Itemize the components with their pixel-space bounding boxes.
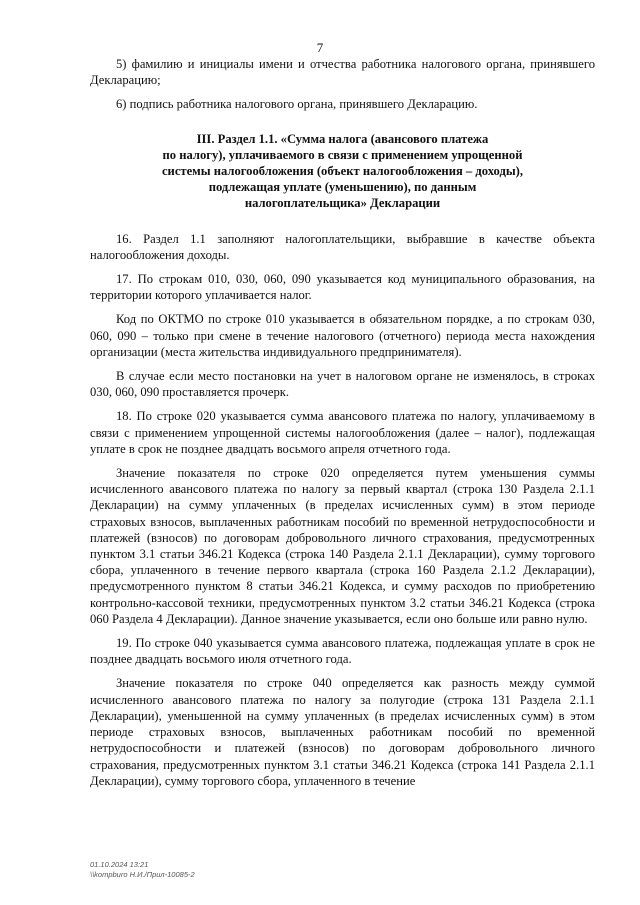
footer-stamp: [90, 860, 195, 880]
paragraph: Значение показателя по строке 040 определяется как разность между суммой исчисленного авансового платежа по налогу за полугодие (строка 131 Раздела 2.1.1 Декларации), уменьшенной на сумму уплаченных (в пределах исчисленных сумм) в этом периоде страховых взносов, выплаченных работникам пособий по временной нетрудоспособности и платежей (взносов) по договорам добровольного личного страхования, предусмотренных пунктом 3.1 статьи 346.21 Кодекса (строка 141 Раздела 2.1.1 Декларации), сумму торгового сбора, уплаченного в течение: [90, 676, 595, 788]
section-title-line: III. Раздел 1.1. «Сумма налога (авансового платежа: [196, 131, 489, 146]
footer-date: 01.10.2024 13:21: [90, 860, 149, 869]
paragraph-18: 18. По строке 020 указывается сумма авансового платежа по налогу, уплачиваемому в связи с применением упрощенной системы налогообложения (далее – налог), подлежащая уплате в срок не позднее двадцать восьмого апреля отчетного года.: [90, 409, 595, 456]
section-title-line: подлежащая уплате (уменьшению), по данным: [208, 179, 477, 194]
section-title-line: налогоплательщика» Декларации: [244, 195, 441, 210]
paragraph-19: 19. По строке 040 указывается сумма авансового платежа, подлежащая уплате в срок не позднее двадцать восьмого июля отчетного года.: [90, 636, 595, 667]
section-title-line: по налогу), уплачиваемого в связи с применением упрощенной: [162, 147, 523, 162]
section-title-line: системы налогообложения (объект налогообложения – доходы),: [161, 163, 524, 178]
paragraph-17: 17. По строкам 010, 030, 060, 090 указывается код муниципального образования, на территории которого уплачивается налог.: [90, 272, 595, 303]
list-item: 6) подпись работника налогового органа, принявшего Декларацию.: [116, 97, 478, 112]
list-item: 5) фамилию и инициалы имени и отчества работника налогового органа, принявшего Декларацию;: [90, 57, 595, 88]
paragraph: Значение показателя по строке 020 определяется путем уменьшения суммы исчисленного авансового платежа по налогу за первый квартал (строка 130 Раздела 2.1.1 Декларации) на сумму уплаченных (в пределах исчисленных сумм) в этом периоде страховых взносов, выплаченных работникам пособий по временной нетрудоспособности и платежей (взносов) по договорам добровольного личного страхования, предусмотренных пунктом 3.1 статьи 346.21 Кодекса (строка 140 Раздела 2.1.1 Декларации), сумму торгового сбора, уплаченного в течение первого квартала (строка 160 Раздела 2.1.2 Декларации), предусмотренного пунктом 8 статьи 346.21 Кодекса, и сумму расходов по приобретению контрольно-кассовой техники, предусмотренных пунктом 3.2 статьи 346.21 Кодекса (строка 060 Раздела 4 Декларации). Данное значение указывается, если оно больше или равно нулю.: [90, 466, 595, 626]
footer-path: \\kompburo Н.И./Прил-10085-2: [90, 870, 195, 879]
paragraph: В случае если место постановки на учет в налоговом органе не изменялось, в строках 030, 060, 090 проставляется прочерк.: [90, 369, 595, 400]
document-body: [90, 56, 595, 797]
paragraph-16: 16. Раздел 1.1 заполняют налогоплательщики, выбравшие в качестве объекта налогообложения доходы.: [90, 231, 595, 262]
page-number: 7: [316, 40, 324, 55]
paragraph: Код по ОКТМО по строке 010 указывается в обязательном порядке, а по строкам 030, 060, 090 – только при смене в течение налогового (отчетного) периода места нахождения организации (места жительства индивидуального предпринимателя).: [90, 312, 595, 359]
section-title: [90, 131, 595, 211]
